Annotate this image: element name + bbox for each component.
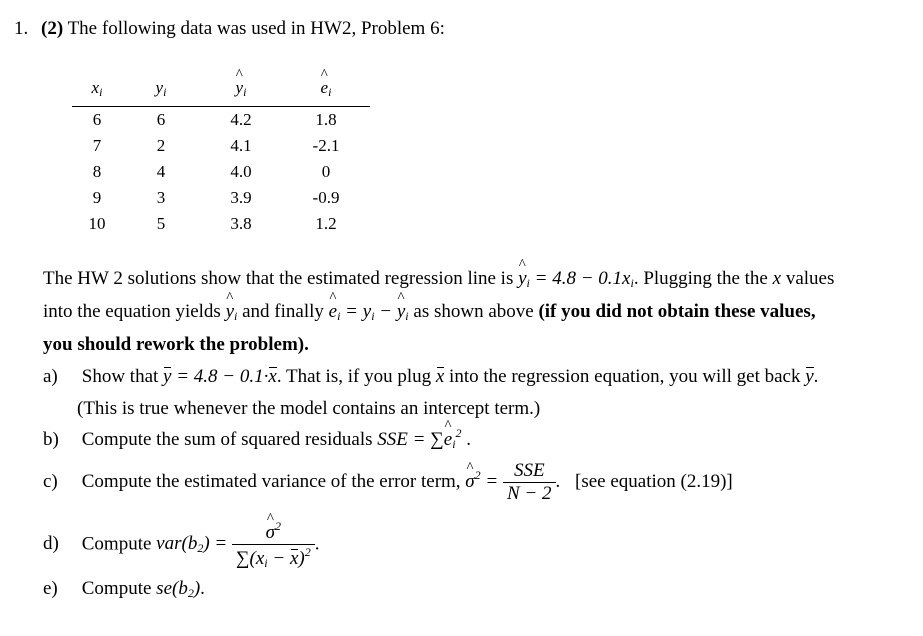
table-row <box>72 211 370 237</box>
cell: -0.9 <box>312 188 340 207</box>
table-row <box>72 185 370 211</box>
cell: 1.8 <box>315 110 337 129</box>
cell: 2 <box>156 136 166 155</box>
cell: 10 <box>88 214 106 233</box>
table-row <box>72 159 370 185</box>
problem-number: 1. <box>14 18 29 39</box>
table-row <box>72 133 370 159</box>
cell: 4.2 <box>230 110 252 129</box>
cell: 4 <box>156 162 166 181</box>
residual-equation: ^ $e_i = y_i$ − ^ $y_i$ <box>329 301 409 322</box>
cell: 4.1 <box>230 136 252 155</box>
item-c: c) Compute the estimated variance of the error term, ^ $\sigma^2$ = $\frac{\text{SSE}}{N - 2}$ . [see equation (2.19)] <box>43 460 733 505</box>
cell: 7 <box>92 136 102 155</box>
var-fraction: ^ $\frac{\sigma^2}{\sum(x_i - x)^2}$ <box>232 519 315 571</box>
var-b2-formula: $var(b_2)$ = <box>156 533 228 556</box>
sse-formula: SSE = ∑^ $e_i^2$ <box>377 429 461 450</box>
item-b: b) Compute the sum of squared residuals SSE = ∑^ $e_i^2$ . <box>43 426 471 452</box>
data-table <box>72 72 370 237</box>
cell: -2.1 <box>312 136 340 155</box>
cell: 3.8 <box>230 214 252 233</box>
cell: 5 <box>156 214 166 233</box>
problem-heading <box>14 18 445 40</box>
cell: 4.0 <box>230 162 252 181</box>
cell: 1.2 <box>315 214 337 233</box>
table-row <box>72 107 370 134</box>
paragraph-line-1: The HW 2 solutions show that the estimated regression line is ^ $y_i = 4.8 - 0.1x_i$. Plugging the the x values <box>43 268 834 291</box>
header-e-hat: ^ $e_i$ <box>282 72 370 107</box>
cell: 3.9 <box>230 188 252 207</box>
cell: 6 <box>92 110 102 129</box>
item-e: e) Compute $se(b_2)$. <box>43 578 205 600</box>
item-d: d) Compute $var(b_2)$ = ^ $\frac{\sigma^2}{\sum(x_i - x)^2}$ . <box>43 519 319 571</box>
variance-fraction: $\frac{\text{SSE}}{N - 2}$ <box>503 460 556 505</box>
paragraph-line-3: you should rework the problem). <box>43 334 309 355</box>
problem-intro: The following data was used in HW2, Problem 6: <box>67 18 445 39</box>
regression-equation: ^ $y_i = 4.8 - 0.1x_i$ <box>518 268 634 289</box>
problem-points: (2) <box>41 18 64 39</box>
cell: 6 <box>156 110 166 129</box>
header-x: $x_i$ <box>72 72 122 107</box>
paragraph-line-2: into the equation yields ^ $y_i$ and finally ^ $e_i = y_i$ − ^ $y_i$ as shown above (if you did not obtain these values, <box>43 301 816 324</box>
header-y-hat: ^ $y_i$ <box>200 72 282 107</box>
cell: 3 <box>156 188 166 207</box>
header-y: $y_i$ <box>122 72 200 107</box>
cell: 9 <box>92 188 102 207</box>
item-a-line-1: a) Show that y = 4.8 − 0.1·x. That is, if you plug x into the regression equation, you will get back y. <box>43 366 819 387</box>
cell: 0 <box>321 162 331 181</box>
cell: 8 <box>92 162 102 181</box>
table-header-row <box>72 72 370 107</box>
item-a-line-2: (This is true whenever the model contains an intercept term.) <box>77 398 541 419</box>
se-b2: $se(b_2)$ <box>156 578 201 600</box>
